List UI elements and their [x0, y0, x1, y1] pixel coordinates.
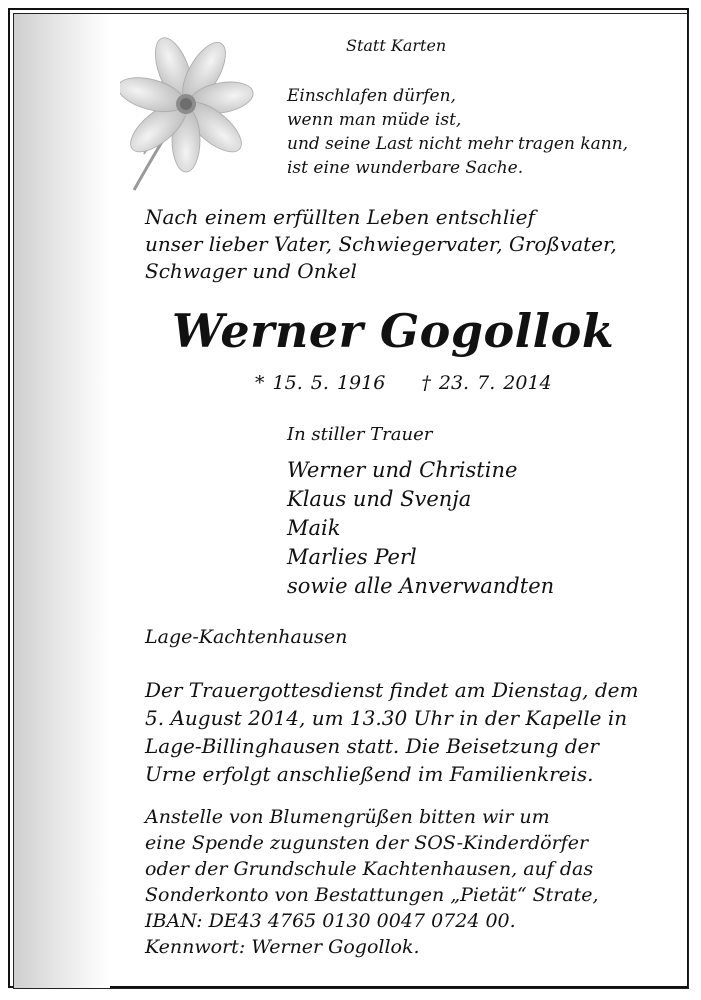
mourner-name: Werner und Christine — [287, 458, 518, 482]
service-line: Der Trauergottesdienst findet am Dienstag, dem — [145, 678, 639, 702]
poem-line: und seine Last nicht mehr tragen kann, — [287, 134, 629, 154]
poem — [287, 84, 628, 180]
flower-icon — [120, 24, 260, 194]
poem-line: ist eine wunderbare Sache. — [287, 158, 524, 178]
donation-notice — [145, 804, 599, 960]
donation-line: oder der Grundschule Kachtenhausen, auf das — [145, 858, 594, 880]
mourner-name: sowie alle Anverwandten — [287, 574, 555, 598]
intro-line: unser lieber Vater, Schwiegervater, Großvater, — [145, 232, 617, 256]
donation-line: Sonderkonto von Bestattungen „Pietät“ Strate, — [145, 884, 599, 906]
mourner-name: Marlies Perl — [287, 545, 417, 569]
poem-line: wenn man müde ist, — [287, 110, 462, 130]
donation-line: IBAN: DE43 4765 0130 0047 0724 00. — [145, 910, 516, 932]
birth-date: * 15. 5. 1916 — [255, 372, 386, 394]
mourner-name: Maik — [287, 516, 341, 540]
intro-line: Schwager und Onkel — [145, 259, 357, 283]
life-dates — [255, 372, 552, 394]
donation-line: Kennwort: Werner Gogollok. — [145, 936, 420, 958]
mourners-list — [287, 456, 554, 601]
intro-line: Nach einem erfüllten Leben entschlief — [145, 205, 535, 229]
place-name: Lage-Kachtenhausen — [145, 626, 348, 648]
service-line: 5. August 2014, um 13.30 Uhr in der Kapelle in — [145, 706, 628, 730]
mourning-label: In stiller Trauer — [287, 424, 433, 445]
service-notice — [145, 676, 638, 788]
service-line: Lage-Billinghausen statt. Die Beisetzung der — [145, 734, 599, 758]
deceased-name: Werner Gogollok — [172, 304, 615, 358]
donation-line: eine Spende zugunsten der SOS-Kinderdörfer — [145, 832, 589, 854]
service-line: Urne erfolgt anschließend im Familienkreis. — [145, 762, 594, 786]
mourner-name: Klaus und Svenja — [287, 487, 472, 511]
poem-line: Einschlafen dürfen, — [287, 86, 456, 106]
header-label: Statt Karten — [346, 36, 447, 55]
intro-text — [145, 204, 617, 285]
left-shade-band — [14, 14, 110, 988]
death-date: † 23. 7. 2014 — [421, 372, 552, 394]
donation-line: Anstelle von Blumengrüßen bitten wir um — [145, 806, 550, 828]
